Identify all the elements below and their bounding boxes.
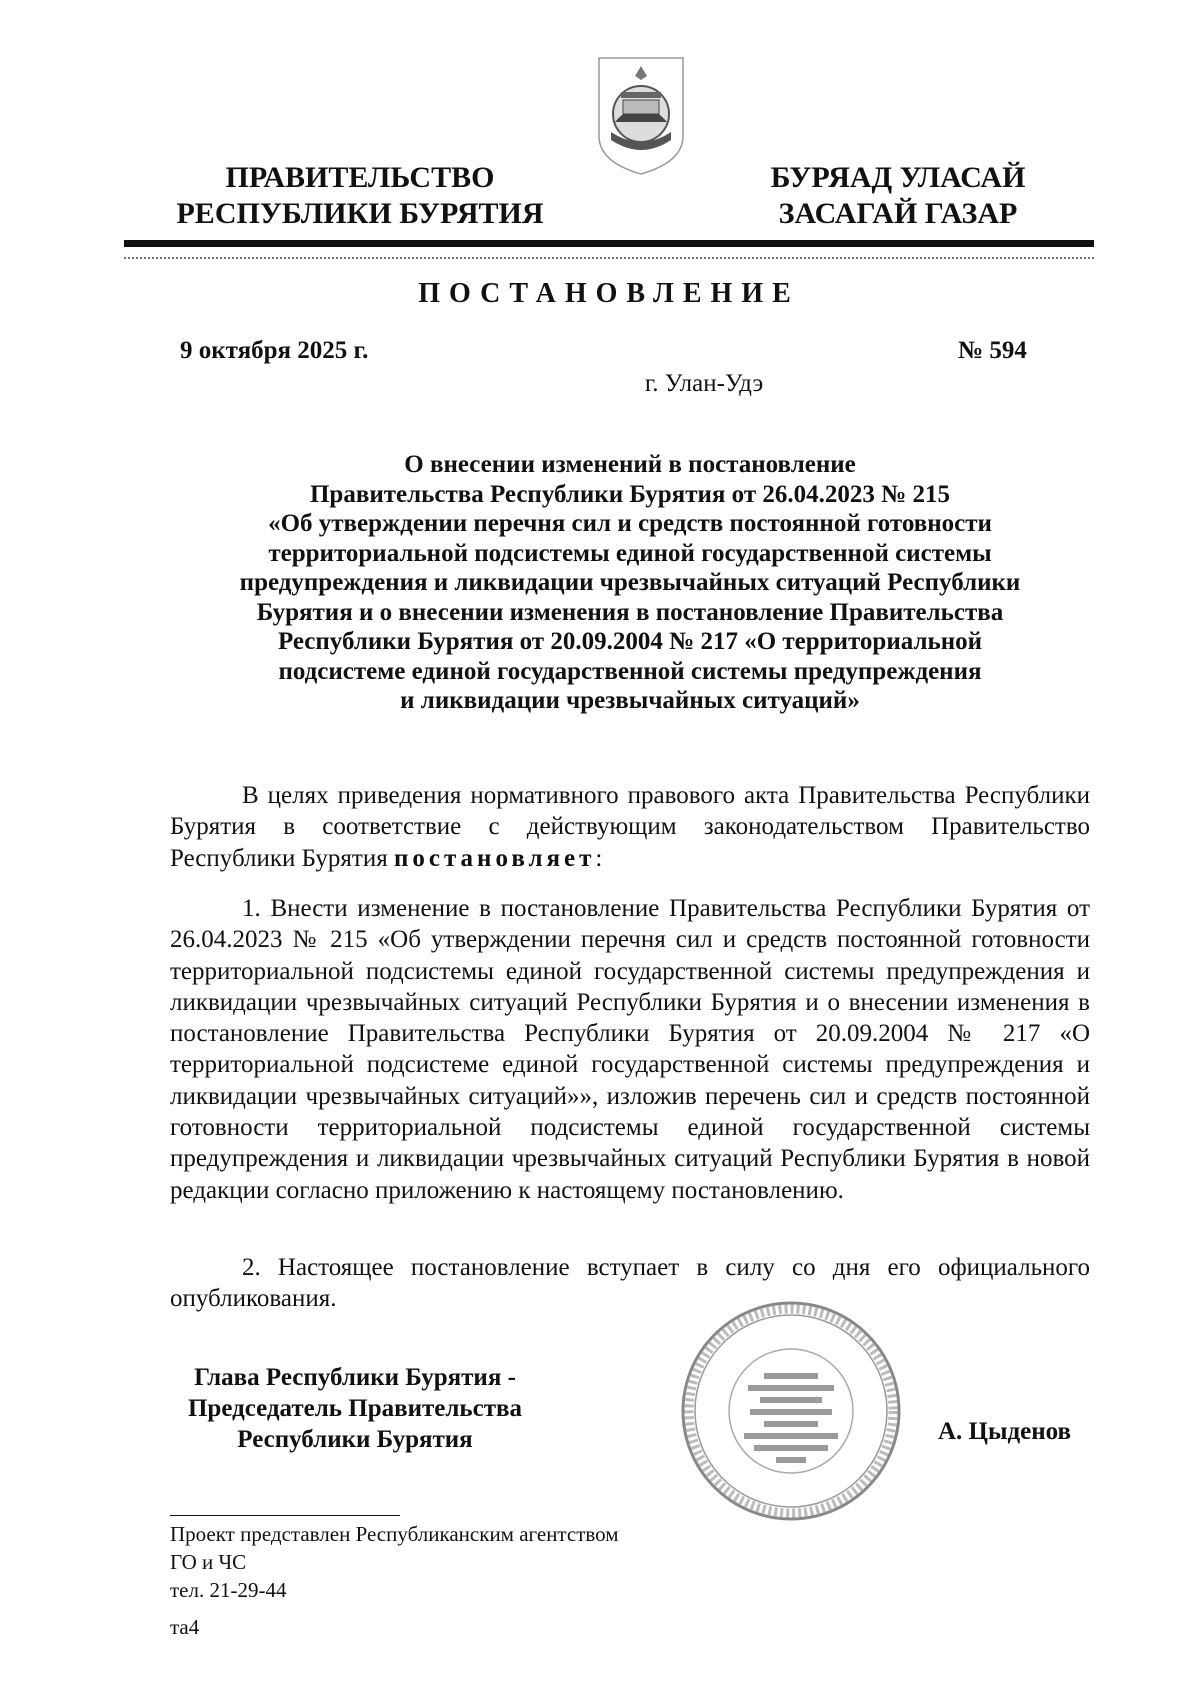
preamble-verb: постановляет	[393, 844, 596, 872]
header-divider-thin	[124, 257, 1094, 259]
document-city: г. Улан-Удэ	[644, 370, 764, 397]
footer-code: та4	[170, 1615, 200, 1639]
signatory-title: Глава Республики Бурятия - Председатель Правительства Республики Бурятия	[187, 1364, 523, 1453]
coat-of-arms-emblem	[593, 52, 689, 178]
footer-note: Проект представлен Республиканским агентством ГО и ЧС тел. 21-29-44	[170, 1522, 619, 1602]
government-name-buryat: БУРЯАД УЛАСАЙ ЗАСАГАЙ ГАЗАР	[770, 161, 1026, 230]
document-date: 9 октября 2025 г.	[180, 337, 369, 364]
preamble-paragraph	[170, 780, 1090, 874]
header-divider-thick	[124, 240, 1094, 247]
preamble-end: :	[595, 844, 603, 872]
document-number: № 594	[958, 337, 1027, 364]
government-name-russian: ПРАВИТЕЛЬСТВО РЕСПУБЛИКИ БУРЯТИЯ	[176, 161, 544, 230]
preamble-text: В целях приведения нормативного правового акта Правительства Республики Бурятия в соответствие с действующим законодательством Правительство Республики Бурятия	[170, 782, 1090, 872]
paragraph-item-1: 1. Внести изменение в постановление Правительства Республики Бурятия от 26.04.2023 № 215 «Об утверждении перечня сил и средств постоянной готовности территориальной подсистемы единой государственной системы предупреждения и ликвидации чрезвычайных ситуаций Республики Бурятия и о внесении изменения в постановление Правительства Республики Бурятия от 20.09.2004 № 217 «О территориальной подсистеме единой государственной системы предупреждения и ликвидации чрезвычайных ситуаций»», изложив перечень сил и средств постоянной готовности территориальной подсистемы единой государственной системы предупреждения и ликвидации чрезвычайных ситуаций Республики Бурятия в новой редакции согласно приложению к настоящему постановлению.	[170, 895, 1090, 1204]
document-subject: О внесении изменений в постановление Правительства Республики Бурятия от 26.04.2023 № 215 «Об утверждении перечня сил и средств постоянной готовности территориальной подсистемы единой государственной системы предупреждения и ликвидации чрезвычайных ситуаций Республики Бурятия и о внесении изменения в постановление Правительства Республики Бурятия от 20.09.2004 № 217 «О территориальной подсистеме единой государственной системы предупреждения и ликвидации чрезвычайных ситуаций»	[239, 451, 1021, 714]
footer-divider	[170, 1515, 400, 1516]
document-type: ПОСТАНОВЛЕНИЕ	[418, 278, 800, 309]
paragraph-item-2: 2. Настоящее постановление вступает в силу со дня его официального опубликования.	[170, 1254, 1090, 1313]
signatory-name: А. Цыденов	[938, 1418, 1072, 1445]
official-seal-stamp	[678, 1297, 904, 1525]
